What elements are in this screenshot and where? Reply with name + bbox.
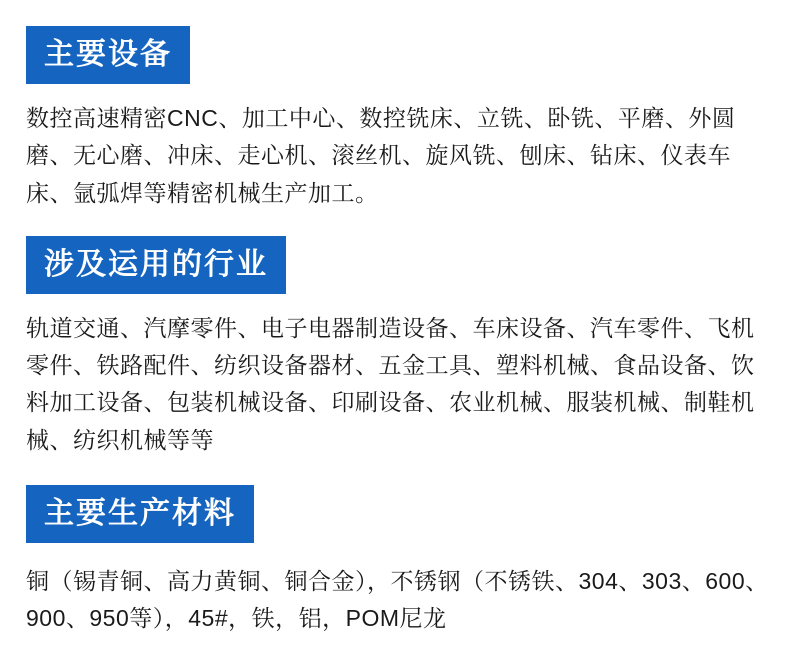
section-body-industries: 轨道交通、汽摩零件、电子电器制造设备、车床设备、汽车零件、飞机零件、铁路配件、纺织设备器材、五金工具、塑料机械、食品设备、饮料加工设备、包装机械设备、印刷设备、农业机械、服装机械、制鞋机械、纺织机械等等 (26, 314, 755, 453)
section-main-materials (26, 485, 774, 638)
heading-wrap-main-equipment (26, 26, 774, 84)
section-heading-industries: 涉及运用的行业 (26, 236, 286, 294)
section-heading-main-materials: 主要生产材料 (26, 485, 254, 543)
heading-wrap-main-materials (26, 485, 774, 543)
section-heading-main-equipment: 主要设备 (26, 26, 190, 84)
section-body-main-materials: 铜（锡青铜、高力黄铜、铜合金），不锈钢（不锈铁、304、303、600、900、950等），45#，铁，铝，POM尼龙 (26, 567, 769, 631)
section-industries (26, 236, 774, 459)
section-body-main-equipment: 数控高速精密CNC、加工中心、数控铣床、立铣、卧铣、平磨、外圆磨、无心磨、冲床、走心机、滚丝机、旋风铣、刨床、钻床、仪表车床、氩弧焊等精密机械生产加工。 (26, 105, 736, 206)
heading-wrap-industries (26, 236, 774, 294)
section-main-equipment (26, 26, 774, 212)
